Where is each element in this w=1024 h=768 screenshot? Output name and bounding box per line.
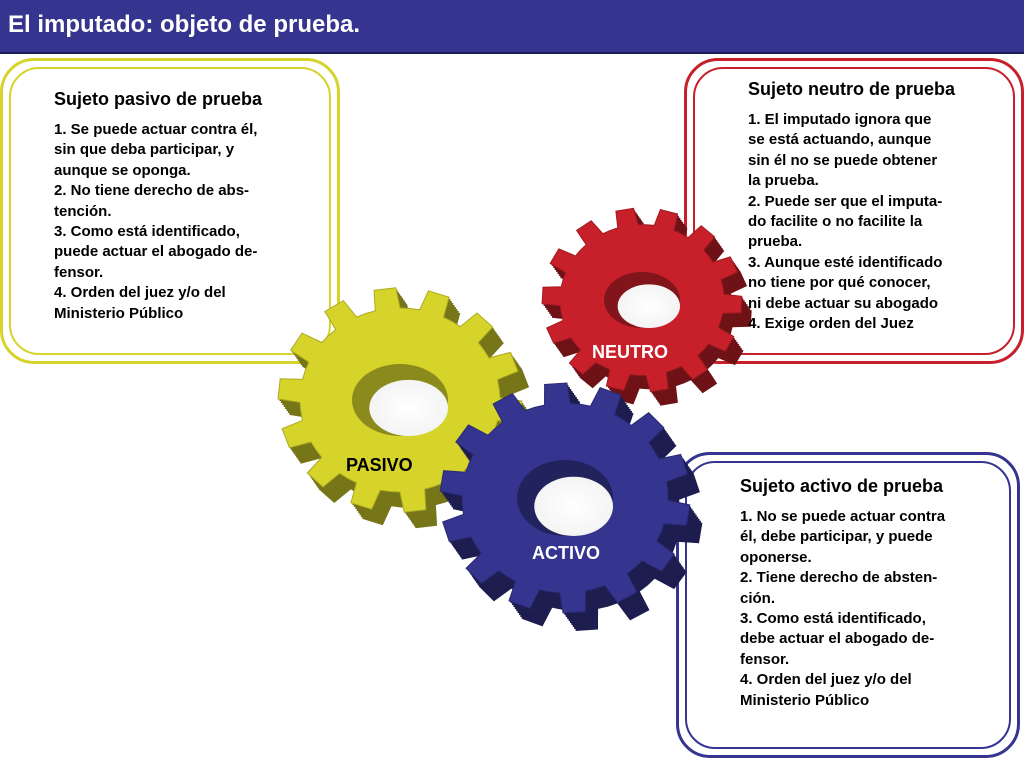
card-neutro-line: no tiene por qué conocer, xyxy=(748,274,931,292)
card-activo-line: debe actuar el abogado de- xyxy=(740,630,935,648)
gear-neutro-label: NEUTRO xyxy=(592,342,668,362)
card-neutro-text xyxy=(748,78,955,334)
gear-activo-label: ACTIVO xyxy=(532,543,601,563)
card-neutro-line: se está actuando, aunque xyxy=(748,131,932,149)
card-neutro-line: la prueba. xyxy=(748,172,819,190)
card-activo-line: 2. Tiene derecho de absten- xyxy=(740,569,938,587)
card-pasivo-line: aunque se oponga. xyxy=(54,161,191,179)
card-neutro-line: 2. Puede ser que el imputa- xyxy=(748,192,943,210)
card-neutro-line: ni debe actuar su abogado xyxy=(748,294,939,312)
card-activo-text xyxy=(740,475,945,711)
card-activo-line: ción. xyxy=(740,589,776,607)
card-pasivo-line: fensor. xyxy=(54,263,104,281)
card-pasivo-line: 4. Orden del juez y/o del xyxy=(54,284,226,302)
card-pasivo-line: 2. No tiene derecho de abs- xyxy=(54,182,250,200)
card-pasivo-line: 1. Se puede actuar contra él, xyxy=(54,121,258,138)
card-neutro-line: 1. El imputado ignora que xyxy=(748,111,932,128)
card-activo-line: 1. No se puede actuar contra xyxy=(740,508,946,525)
card-pasivo-line: sin que deba participar, y xyxy=(54,141,235,159)
card-activo-line: 4. Orden del juez y/o del xyxy=(740,671,912,689)
card-neutro-line: do facilite o no facilite la xyxy=(748,213,923,231)
card-activo-line: fensor. xyxy=(740,650,790,668)
card-neutro-line: 4. Exige orden del Juez xyxy=(748,315,914,333)
card-pasivo-text xyxy=(54,88,262,324)
card-activo-line: él, debe participar, y puede xyxy=(740,528,933,546)
card-pasivo-line: 3. Como está identificado, xyxy=(54,223,240,241)
card-activo-heading: Sujeto activo de prueba xyxy=(740,476,944,496)
card-neutro-heading: Sujeto neutro de prueba xyxy=(748,79,956,99)
card-activo-line: Ministerio Público xyxy=(740,691,870,709)
card-pasivo-line: tención. xyxy=(54,202,112,220)
card-pasivo-line: puede actuar el abogado de- xyxy=(54,243,258,261)
card-neutro-line: sin él no se puede obtener xyxy=(748,151,938,169)
page-title: El imputado: objeto de prueba. xyxy=(8,11,361,38)
card-neutro-line: 3. Aunque esté identificado xyxy=(748,253,943,271)
card-pasivo-heading: Sujeto pasivo de prueba xyxy=(54,89,263,109)
card-activo-line: oponerse. xyxy=(740,548,812,566)
card-activo-line: 3. Como está identificado, xyxy=(740,610,926,628)
card-neutro-line: prueba. xyxy=(748,233,803,251)
gear-neutro-icon xyxy=(542,208,752,405)
card-pasivo-line: Ministerio Público xyxy=(54,304,184,322)
gear-pasivo-label: PASIVO xyxy=(346,455,413,475)
